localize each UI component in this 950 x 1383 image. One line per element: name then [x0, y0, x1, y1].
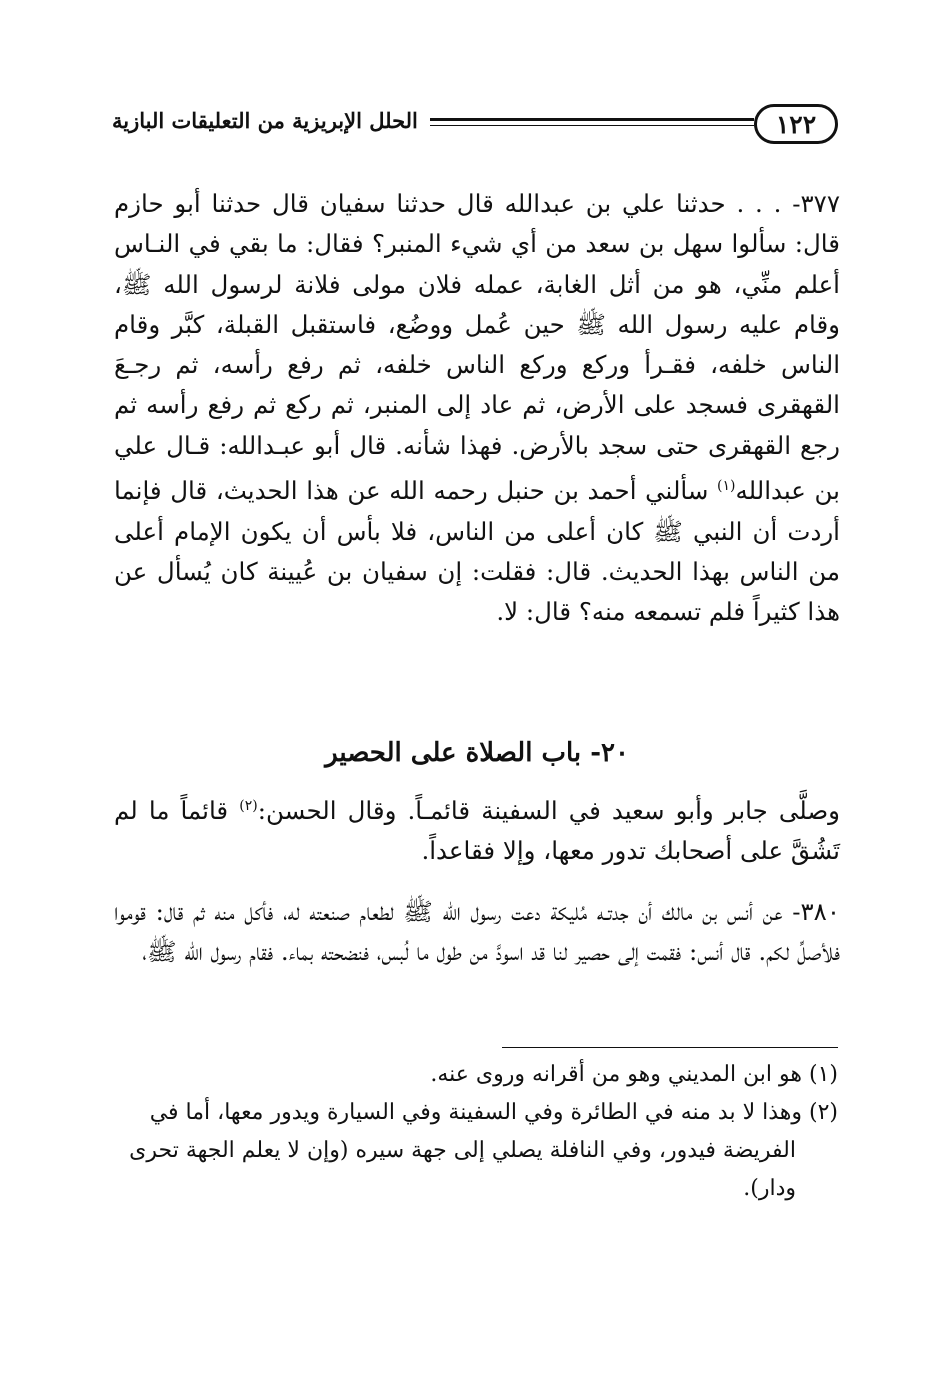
- chapter-heading: ٢٠- باب الصلاة على الحصير: [325, 738, 629, 768]
- chapter-intro-text-after: قائماً ما لم تَشُقَّ على أصحابك تدور معها، وإلا فقاعداً.: [114, 796, 840, 866]
- hadith-377: [114, 184, 840, 632]
- hadith-377-text-after: سألني أحمد بن حنبل رحمه الله عن هذا الحديث، قال فإنما أردت أن النبي ﷺ كان أعلى من الناس، فلا بأس أن يكون الإمام أعلى من الناس بهذا الحديث. قال: فقلت: إن سفيان بن عُيينة كان يُسأل عن هذا كثيراً فلم تسمعه منه؟ قال: لا.: [114, 476, 840, 627]
- footnote-1: (١) هو ابن المديني وهو من أقرانه وروى عنه.: [430, 1062, 838, 1087]
- book-title: الحلل الإبريزية من التعليقات البازية: [112, 108, 418, 133]
- hadith-377-text: ٣٧٧- . . . حدثنا علي بن عبدالله قال حدثنا سفيان قال حدثنا أبو حازم قال: سألوا سهل بن سعد من أي شيء المنبر؟ فقال: ما بقي في النـاس أعلم منِّي، هو من أثل الغابة، عمله فلان مولى فلانة لرسول الله ﷺ، وقام عليه رسول الله ﷺ حين عُمل ووضُع، فاستقبل القبلة، كبَّر وقام الناس خلفه، فقـرأ وركع وركع الناس خلفه، ثم رفع رأسه، ثم رجـعَ القهقرى فسجد على الأرض، ثم عاد إلى المنبر، ثم ركع ثم رفع رأسه ثم رجع القهقرى حتى سجد بالأرض. فهذا شأنه. قال أبو عبـدالله: قـال علي بن عبدالله: [114, 189, 840, 506]
- header-rule-thin: [430, 125, 754, 126]
- footnotes: [118, 1056, 838, 1208]
- hadith-380: [114, 892, 840, 973]
- footnote-2: (٢) وهذا لا بد منه في الطائرة وفي السفينة وفي السيارة ويدور معها، أما في الفريضة فيدور، وفي النافلة يصلي إلى جهة سيره (وإن لا يعلم الجهة تحرى ودار).: [129, 1100, 838, 1201]
- page-number: ١٢٢: [754, 104, 838, 144]
- header-rule: [430, 118, 754, 121]
- page-header: [112, 104, 838, 156]
- footnote-ref-2[interactable]: (٢): [239, 798, 258, 814]
- footnote-ref-1[interactable]: (١): [717, 478, 736, 495]
- chapter-intro-text: وصلَّى جابر وأبو سعيد في السفينة قائمـاً. وقال الحسن:: [257, 796, 840, 826]
- hadith-380-text: ٣٨٠- عن أنس بن مالك أن جدتـه مُليكة دعت رسول الله ﷺ لطعام صنعته له، فأكل منه ثم قال: قوموا فلأصلِّ لكم. قال أنس: فقمت إلى حصير لنا قد اسودَّ من طول ما لُبس، فنضحته بماء. فقام رسول الله ﷺ،: [114, 897, 840, 967]
- hadith-377-paragraph: [114, 184, 840, 632]
- chapter-intro: [114, 786, 840, 872]
- footnote-divider: [502, 1047, 838, 1048]
- chapter-intro-paragraph: [114, 786, 840, 872]
